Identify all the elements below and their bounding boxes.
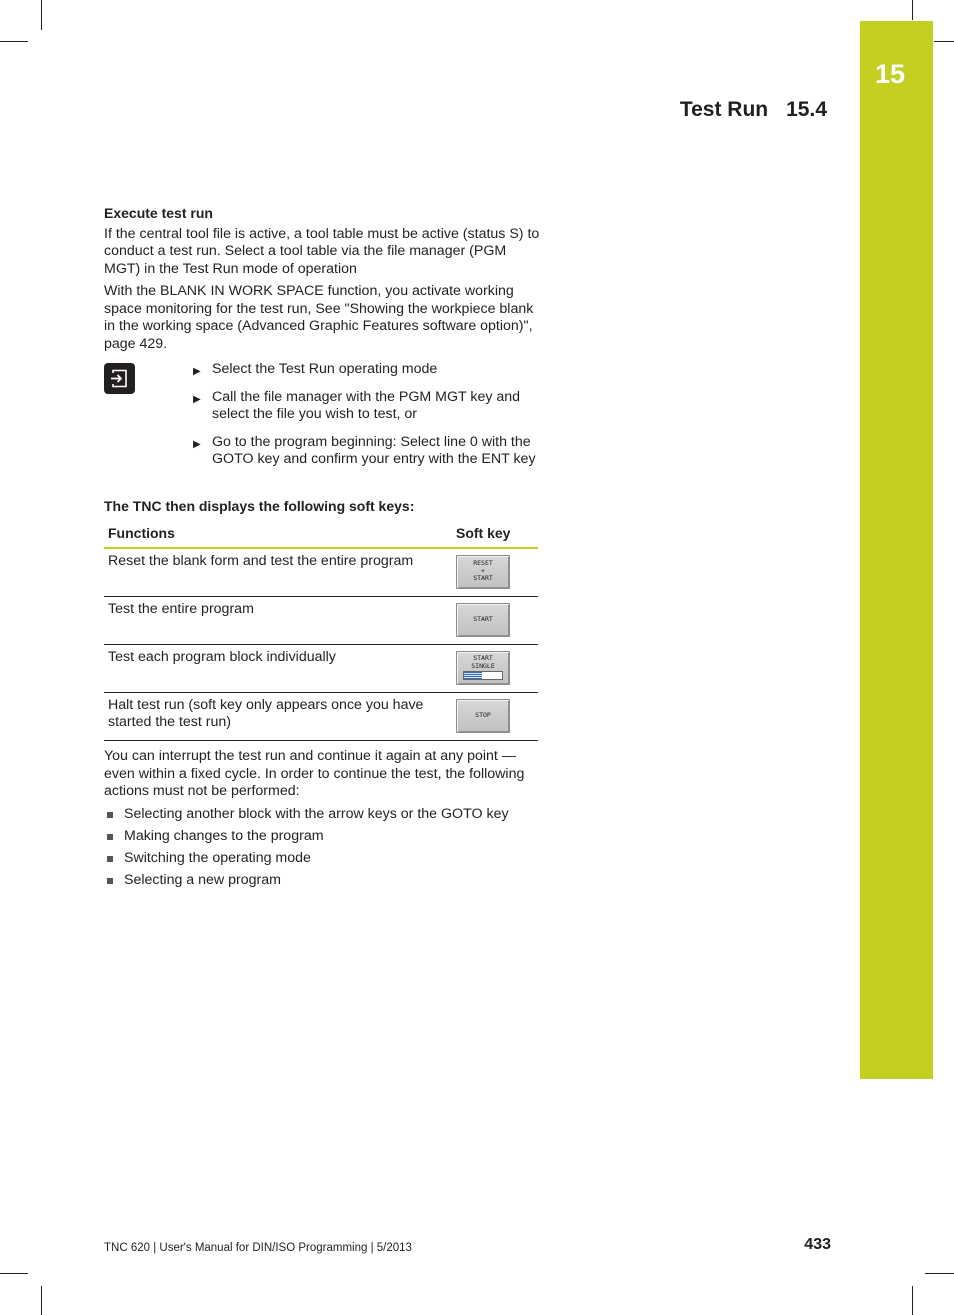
step-item: ▶ Go to the program beginning: Select line 0 with the GOTO key and confirm your entry with the ENT key [193,433,536,467]
arrow-right-icon: ▶ [193,438,201,450]
function-cell: Reset the blank form and test the entire program [104,548,454,597]
chapter-number: 15 [874,59,906,89]
execute-paragraph-1: If the central tool file is active, a tool table must be active (status S) to conduct a test run. Select a tool table via the file manager (PGM MGT) in the Test Run mode of operation [104,225,540,277]
page-number: 433 [804,1236,831,1253]
function-cell: Test each program block individually [104,644,454,692]
bullet-square-icon [107,812,113,818]
chapter-tab [860,21,933,1079]
interrupt-section [104,748,540,894]
crop-mark [0,41,28,42]
table-row [104,596,538,644]
arrow-right-icon: ▶ [193,366,201,377]
step-list [190,361,540,479]
section-number: 15.4 [786,98,827,121]
stop-softkey: STOP [456,699,510,733]
crop-mark [912,1286,913,1315]
function-cell: Test the entire program [104,596,454,644]
section-title: Test Run [679,98,769,121]
crop-mark [934,41,954,42]
test-run-mode-icon [104,363,135,394]
arrow-right-icon: ▶ [193,393,201,405]
list-item: Making changes to the program [104,828,540,846]
interrupt-paragraph: You can interrupt the test run and continue it again at any point —even within a fixed cycle. In order to continue the test, the following actions must not be performed: [104,748,525,799]
execute-heading: Execute test run [104,205,213,221]
function-cell: Halt test run (soft key only appears once you have started the test run) [104,692,454,740]
bullet-square-icon [107,856,113,862]
crop-mark [912,0,913,20]
step-item: ▶ Call the file manager with the PGM MGT key and select the file you wish to test, or [193,388,521,422]
start-single-softkey: START SINGLE [456,651,510,685]
reset-start-softkey: RESET + START [456,555,510,589]
execute-section [104,205,540,358]
column-header-functions: Functions [104,522,454,548]
execute-paragraph-2: With the BLANK IN WORK SPACE function, you activate working space monitoring for the test run, See "Showing the workpiece blank in the working space (Advanced Graphic Features software option)", page 429. [104,283,534,352]
single-block-icon [463,671,503,680]
section-header [680,98,827,122]
crop-mark [0,1273,28,1274]
footer-text: TNC 620 | User's Manual for DIN/ISO Programming | 5/2013 [104,1242,412,1254]
bullet-square-icon [107,878,113,884]
table-row [104,548,538,597]
list-item: Switching the operating mode [104,850,540,868]
crop-mark [925,1273,954,1274]
table-row [104,692,538,740]
list-item: Selecting a new program [104,872,540,890]
crop-mark [41,0,42,30]
softkeys-heading: The TNC then displays the following soft keys: [104,498,415,514]
start-softkey: START [456,603,510,637]
crop-mark [41,1286,42,1315]
bullet-square-icon [107,834,113,840]
step-item: ▶ Select the Test Run operating mode [190,361,540,379]
softkey-table [104,522,538,741]
restriction-list [104,806,540,890]
table-row [104,644,538,692]
column-header-softkey: Soft key [454,522,538,548]
list-item: Selecting another block with the arrow keys or the GOTO key [104,806,540,824]
